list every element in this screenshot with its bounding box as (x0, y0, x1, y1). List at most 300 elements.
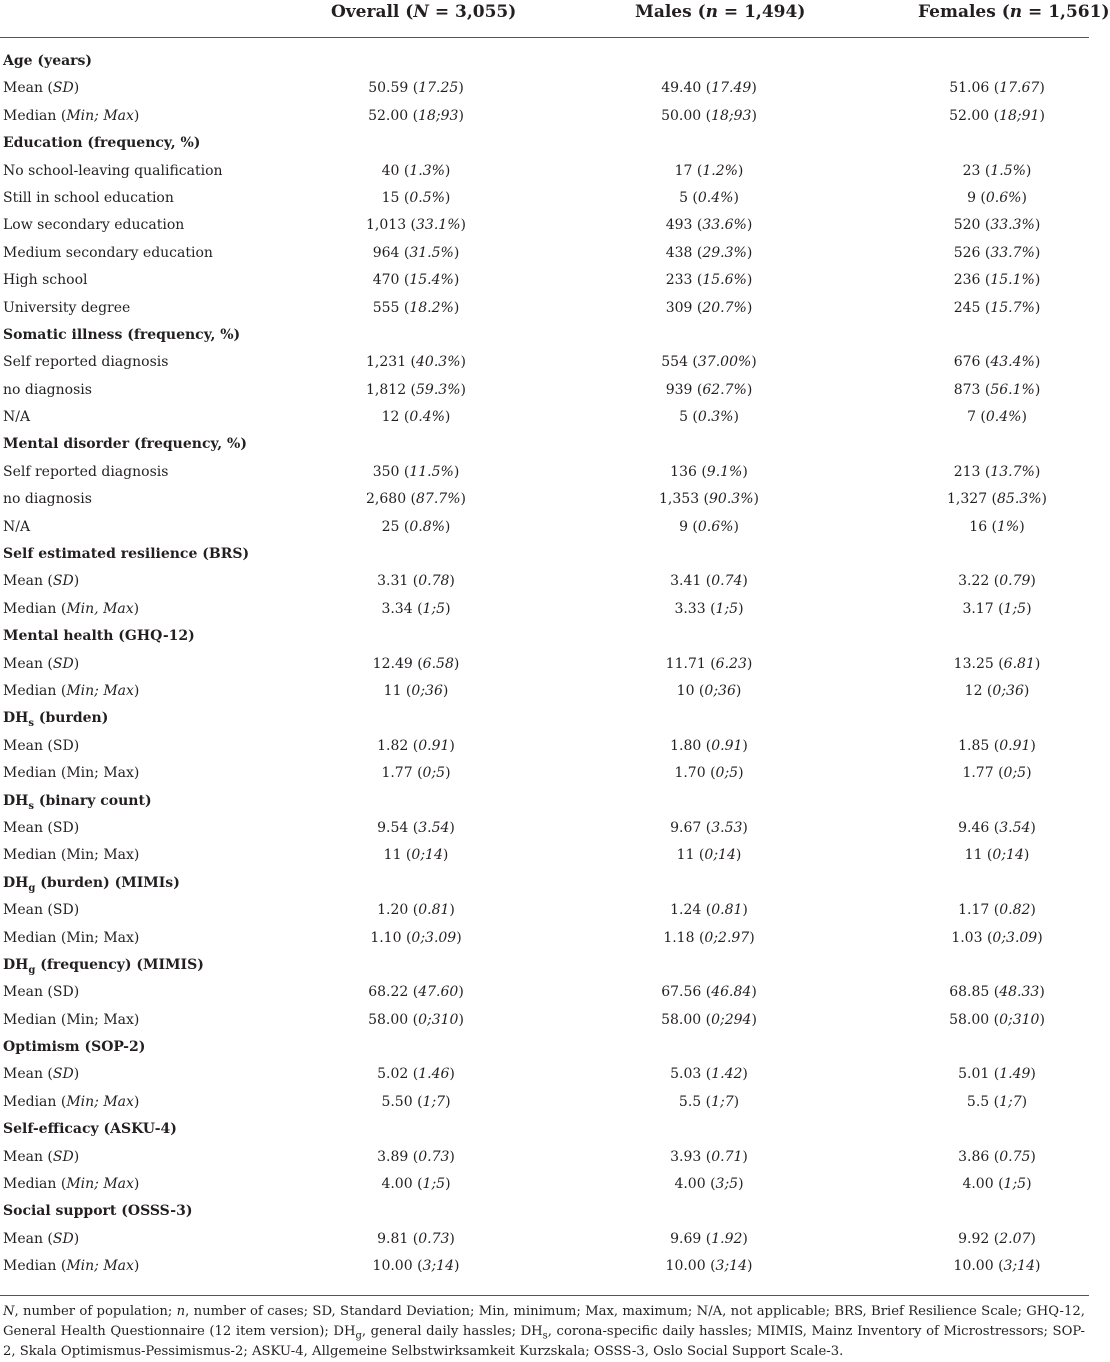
cell-males (661, 1007, 757, 1034)
cell-italic: 85.3% (997, 491, 1042, 508)
label-subscript: g (28, 882, 36, 894)
cell-main: 9 ( (679, 518, 698, 535)
cell-overall (381, 760, 450, 787)
cell-females (967, 185, 1027, 212)
header-overall-label: Overall ( (331, 2, 414, 22)
header-females-var: n (1009, 2, 1023, 22)
cell-close: ) (456, 929, 462, 946)
cell-main: 23 ( (962, 162, 991, 179)
cell-main: 67.56 ( (661, 984, 712, 1001)
section-header-row (0, 130, 1089, 157)
cell-males (670, 897, 748, 924)
label-text: High school (3, 272, 88, 289)
cell-overall (373, 1253, 460, 1280)
row-label (3, 459, 168, 486)
cell-overall (373, 267, 460, 294)
cell-main: 3.17 ( (962, 600, 1004, 617)
label-end: ) (73, 1230, 80, 1247)
cell-close: ) (442, 682, 449, 699)
cell-close: ) (737, 162, 744, 179)
cell-overall (368, 103, 464, 130)
row-label (3, 733, 79, 760)
cell-italic: 0;2.97 (704, 929, 750, 946)
cell-main: 17 ( (674, 162, 703, 179)
cell-females (958, 1144, 1036, 1171)
cell-italic: 9.1% (706, 463, 743, 480)
cell-main: 1.24 ( (670, 902, 712, 919)
cell-italic: 31.5% (409, 244, 454, 261)
cell-main: 4.00 ( (674, 1176, 716, 1193)
cell-italic: 3;14 (715, 1258, 747, 1275)
cell-italic: 3;14 (1003, 1258, 1035, 1275)
label-text: Median (Min; Max) (3, 847, 140, 864)
cell-females (954, 459, 1041, 486)
table-row (0, 760, 1089, 787)
table-row (0, 486, 1089, 513)
cell-overall (382, 185, 451, 212)
footnote-segment: , number of population; (14, 1304, 177, 1319)
cell-italic: 0.79 (999, 573, 1031, 590)
cell-main: 10.00 ( (665, 1258, 716, 1275)
cell-main: 58.00 ( (368, 1011, 419, 1028)
cell-females (954, 295, 1041, 322)
cell-males (679, 185, 739, 212)
label-text: Mean (SD) (3, 984, 80, 1001)
table-row (0, 979, 1089, 1006)
cell-main: 554 ( (661, 354, 698, 371)
cell-females (958, 897, 1036, 924)
label-text: Mean ( (3, 1148, 53, 1165)
table-row (0, 514, 1089, 541)
table-footnote (3, 1302, 1085, 1362)
cell-females (965, 842, 1030, 869)
cell-italic: 3;5 (715, 1176, 739, 1193)
cell-main: 873 ( (953, 381, 991, 398)
label-text: no diagnosis (3, 381, 92, 398)
cell-close: ) (442, 847, 449, 864)
cell-close: ) (444, 409, 451, 426)
cell-main: 50.59 ( (368, 80, 419, 97)
cell-close: ) (738, 600, 744, 617)
cell-close: ) (1023, 682, 1030, 699)
cell-close: ) (1021, 1093, 1028, 1110)
cell-close: ) (449, 737, 455, 754)
cell-males (670, 815, 748, 842)
label-text: University degree (3, 299, 131, 316)
cell-females (951, 925, 1042, 952)
cell-close: ) (1021, 409, 1027, 426)
cell-italic: 1.49 (999, 1066, 1031, 1083)
cell-overall (366, 349, 466, 376)
cell-italic: 17.49 (711, 80, 752, 97)
label-end: (burden) (34, 710, 109, 727)
cell-italic: 56.1% (990, 381, 1035, 398)
cell-italic: 37.00% (697, 354, 752, 371)
section-label (3, 1116, 177, 1143)
cell-italic: 0;5 (715, 765, 739, 782)
cell-main: 5 ( (679, 189, 698, 206)
cell-italic: 0;294 (711, 1011, 752, 1028)
cell-main: 233 ( (665, 272, 703, 289)
cell-italic: 0.5% (409, 189, 445, 206)
cell-close: ) (453, 463, 460, 480)
cell-females (962, 1171, 1031, 1198)
cell-females (967, 1089, 1027, 1116)
row-label (3, 1226, 79, 1253)
row-label (3, 897, 79, 924)
cell-italic: 20.7% (702, 299, 747, 316)
cell-overall (382, 158, 451, 185)
header-females (918, 0, 1110, 36)
cell-italic: 0.81 (418, 902, 450, 919)
cell-close: ) (1030, 1066, 1036, 1083)
cell-main: 555 ( (372, 299, 410, 316)
cell-females (954, 240, 1041, 267)
cell-italic: 6.81 (1003, 655, 1035, 672)
row-label (3, 486, 92, 513)
cell-close: ) (460, 381, 466, 398)
section-label (3, 130, 200, 157)
table-body (0, 48, 1089, 1281)
table-row (0, 568, 1089, 595)
cell-italic: 0;310 (418, 1011, 459, 1028)
cell-italic: 1;7 (999, 1093, 1022, 1110)
cell-main: 12 ( (964, 682, 993, 699)
cell-main: 1.70 ( (674, 765, 716, 782)
cell-main: 9 ( (967, 189, 986, 206)
cell-main: 40 ( (381, 162, 410, 179)
cell-main: 11 ( (383, 847, 412, 864)
cell-italic: 48.33 (999, 984, 1040, 1001)
cell-females (954, 267, 1041, 294)
row-label (3, 75, 79, 102)
cell-main: 9.92 ( (958, 1230, 1000, 1247)
cell-close: ) (733, 189, 739, 206)
cell-females (963, 158, 1032, 185)
table-row (0, 267, 1089, 294)
label-end: ) (73, 655, 80, 672)
cell-main: 15 ( (381, 189, 410, 206)
section-header-row (0, 48, 1089, 75)
cell-italic: 59.3% (416, 381, 461, 398)
cell-females (947, 486, 1047, 513)
row-label (3, 1061, 79, 1088)
cell-main: 9.81 ( (377, 1230, 419, 1247)
cell-close: ) (749, 929, 755, 946)
label-italic: SD (52, 1230, 74, 1247)
header-males-label: Males ( (635, 2, 706, 22)
cell-italic: 0.73 (418, 1230, 450, 1247)
cell-italic: 0.6% (697, 518, 734, 535)
label-text: no diagnosis (3, 491, 92, 508)
cell-main: 12.49 ( (372, 655, 423, 672)
cell-close: ) (1037, 929, 1043, 946)
cell-main: 676 ( (953, 354, 991, 371)
cell-italic: 1;5 (1003, 1176, 1027, 1193)
row-label (3, 349, 168, 376)
label-text: Mean ( (3, 1230, 53, 1247)
cell-main: 964 ( (372, 244, 410, 261)
cell-males (677, 678, 742, 705)
row-label (3, 158, 223, 185)
cell-main: 9.54 ( (377, 819, 419, 836)
table-row (0, 925, 1089, 952)
cell-females (967, 404, 1027, 431)
row-label (3, 212, 184, 239)
label-text: Median (Min; Max) (3, 1011, 140, 1028)
section-label (3, 1198, 192, 1225)
row-label (3, 404, 30, 431)
cell-main: 2,680 ( (366, 491, 417, 508)
cell-main: 11 ( (383, 682, 412, 699)
cell-close: ) (1026, 600, 1032, 617)
cell-close: ) (1034, 299, 1041, 316)
cell-italic: 0;36 (411, 682, 443, 699)
cell-overall (384, 842, 449, 869)
table-row (0, 1007, 1089, 1034)
header-overall (331, 0, 516, 36)
cell-overall (381, 596, 450, 623)
cell-main: 5.02 ( (377, 1066, 419, 1083)
row-label (3, 568, 79, 595)
table-row (0, 897, 1089, 924)
cell-close: ) (1025, 162, 1032, 179)
cell-main: 1.20 ( (377, 902, 419, 919)
cell-close: ) (1030, 819, 1036, 836)
cell-italic: 0.6% (985, 189, 1022, 206)
footnote-segment: N (3, 1304, 15, 1319)
label-text: Age (years) (3, 53, 93, 69)
cell-main: 16 ( (969, 518, 998, 535)
cell-close: ) (1030, 1230, 1036, 1247)
cell-females (958, 815, 1036, 842)
cell-main: 526 ( (953, 244, 991, 261)
row-label (3, 377, 92, 404)
table-row (0, 377, 1089, 404)
cell-italic: 18;93 (418, 107, 459, 124)
table-row (0, 349, 1089, 376)
cell-main: 4.00 ( (962, 1176, 1004, 1193)
cell-close: ) (458, 80, 464, 97)
cell-italic: 1.42 (711, 1066, 743, 1083)
cell-close: ) (742, 819, 748, 836)
footnote-segment: , general daily hassles; DH (361, 1324, 543, 1339)
cell-close: ) (449, 1230, 455, 1247)
label-text: DH (3, 956, 29, 973)
cell-italic: 6.58 (422, 655, 454, 672)
cell-overall (368, 979, 464, 1006)
cell-italic: 1.5% (990, 162, 1026, 179)
header-overall-var: N (413, 2, 429, 22)
cell-close: ) (742, 1230, 748, 1247)
table-row (0, 651, 1089, 678)
cell-males (666, 651, 753, 678)
cell-italic: 18;91 (999, 107, 1040, 124)
label-end: ) (133, 682, 140, 699)
label-end: ) (73, 80, 80, 97)
cell-close: ) (449, 902, 455, 919)
section-header-row (0, 322, 1089, 349)
cell-males (670, 568, 748, 595)
label-text: DH (3, 710, 29, 727)
cell-close: ) (453, 1258, 460, 1275)
cell-females (962, 596, 1031, 623)
cell-close: ) (445, 600, 451, 617)
cell-italic: 1.3% (409, 162, 445, 179)
cell-italic: 0.73 (418, 1148, 450, 1165)
cell-italic: 15.1% (990, 272, 1035, 289)
cell-italic: 18.2% (409, 299, 454, 316)
cell-italic: 0;310 (999, 1011, 1040, 1028)
cell-italic: 17.67 (999, 80, 1040, 97)
cell-italic: 0;14 (704, 847, 736, 864)
cell-close: ) (453, 244, 460, 261)
cell-close: ) (444, 518, 451, 535)
label-text: N/A (3, 518, 31, 535)
cell-main: 58.00 ( (661, 1011, 712, 1028)
cell-italic: 3;14 (422, 1258, 454, 1275)
cell-main: 11.71 ( (665, 655, 716, 672)
cell-main: 5.5 ( (678, 1093, 712, 1110)
table-bottom-rule (0, 1295, 1089, 1296)
cell-close: ) (742, 902, 748, 919)
cell-females (949, 1007, 1045, 1034)
cell-close: ) (1021, 189, 1027, 206)
cell-males (666, 240, 753, 267)
cell-males (659, 486, 759, 513)
section-header-row (0, 1116, 1089, 1143)
cell-males (674, 1171, 743, 1198)
cell-main: 9.46 ( (958, 819, 1000, 836)
cell-main: 5.01 ( (958, 1066, 1000, 1083)
cell-close: ) (1034, 1258, 1041, 1275)
cell-italic: 33.7% (990, 244, 1035, 261)
cell-close: ) (1023, 847, 1030, 864)
cell-main: 5.5 ( (966, 1093, 1000, 1110)
cell-close: ) (453, 655, 460, 672)
cell-italic: 1.92 (711, 1230, 743, 1247)
cell-males (661, 103, 757, 130)
label-text: Mean (SD) (3, 819, 80, 836)
cell-main: 245 ( (953, 299, 991, 316)
cell-italic: 3.54 (418, 819, 450, 836)
cell-italic: 1.46 (418, 1066, 450, 1083)
cell-italic: 1.2% (702, 162, 738, 179)
cell-main: 3.93 ( (670, 1148, 712, 1165)
cell-main: 1.17 ( (958, 902, 1000, 919)
section-label (3, 788, 152, 815)
table-row (0, 404, 1089, 431)
cell-close: ) (746, 272, 753, 289)
row-label (3, 1171, 139, 1198)
footnote-segment: , number of cases; SD, Standard Deviation; Min, minimum; Max, maximum; N/A, not applicable; BRS, Brief Resilience Scale; GHQ-12, General Health Questionnaire (12 item version); DH (3, 1304, 1085, 1339)
cell-main: 1,327 ( (947, 491, 998, 508)
cell-close: ) (751, 354, 757, 371)
label-end: ) (133, 107, 140, 124)
cell-main: 236 ( (953, 272, 991, 289)
label-text: Median ( (3, 1258, 67, 1275)
table-row (0, 1089, 1089, 1116)
cell-males (674, 596, 743, 623)
cell-italic: 0;14 (992, 847, 1024, 864)
table-row (0, 459, 1089, 486)
cell-overall (366, 212, 466, 239)
section-header-row (0, 431, 1089, 458)
cell-main: 3.86 ( (958, 1148, 1000, 1165)
cell-italic: 0.71 (711, 1148, 743, 1165)
cell-close: ) (1039, 80, 1045, 97)
section-label (3, 541, 249, 568)
row-label (3, 815, 79, 842)
row-label (3, 1253, 139, 1280)
cell-italic: 6.23 (715, 655, 747, 672)
cell-close: ) (1039, 984, 1045, 1001)
cell-overall (377, 815, 455, 842)
row-label (3, 103, 139, 130)
cell-close: ) (1039, 107, 1045, 124)
table-row (0, 733, 1089, 760)
section-label (3, 322, 240, 349)
cell-italic: 0.81 (711, 902, 743, 919)
cell-overall (377, 1144, 455, 1171)
cell-main: 939 ( (665, 381, 703, 398)
table-row (0, 295, 1089, 322)
row-label (3, 678, 139, 705)
section-label (3, 952, 204, 979)
label-text: Self reported diagnosis (3, 463, 169, 480)
cell-close: ) (460, 354, 466, 371)
cell-close: ) (458, 984, 464, 1001)
label-italic: SD (52, 573, 74, 590)
row-label (3, 651, 79, 678)
label-text: Mean (SD) (3, 737, 80, 754)
label-text: Medium secondary education (3, 244, 213, 261)
cell-males (670, 733, 748, 760)
cell-main: 12 ( (381, 409, 410, 426)
cell-close: ) (458, 107, 464, 124)
header-males (635, 0, 805, 36)
cell-close: ) (1026, 1176, 1032, 1193)
label-text: Optimism (SOP-2) (3, 1039, 146, 1056)
cell-overall (373, 651, 460, 678)
cell-main: 520 ( (953, 217, 991, 234)
cell-close: ) (746, 217, 753, 234)
cell-main: 493 ( (665, 217, 703, 234)
label-italic: Min; Max (66, 682, 134, 699)
cell-overall (366, 377, 466, 404)
cell-males (670, 1061, 748, 1088)
table-row (0, 596, 1089, 623)
cell-overall (381, 1171, 450, 1198)
label-text: Median ( (3, 1093, 67, 1110)
cell-italic: 1;5 (422, 600, 446, 617)
label-end: ) (133, 1258, 140, 1275)
label-text: Somatic illness (frequency, %) (3, 326, 241, 343)
cell-italic: 1;5 (1003, 600, 1027, 617)
label-text: Mean ( (3, 80, 53, 97)
label-end: ) (73, 1148, 80, 1165)
cell-close: ) (733, 409, 739, 426)
section-header-row (0, 788, 1089, 815)
cell-close: ) (1039, 1011, 1045, 1028)
cell-overall (368, 1007, 464, 1034)
row-label (3, 925, 139, 952)
cell-overall (377, 897, 455, 924)
cell-main: 13.25 ( (953, 655, 1004, 672)
cell-females (954, 1253, 1041, 1280)
cell-italic: 3.54 (999, 819, 1031, 836)
cell-close: ) (1034, 463, 1041, 480)
